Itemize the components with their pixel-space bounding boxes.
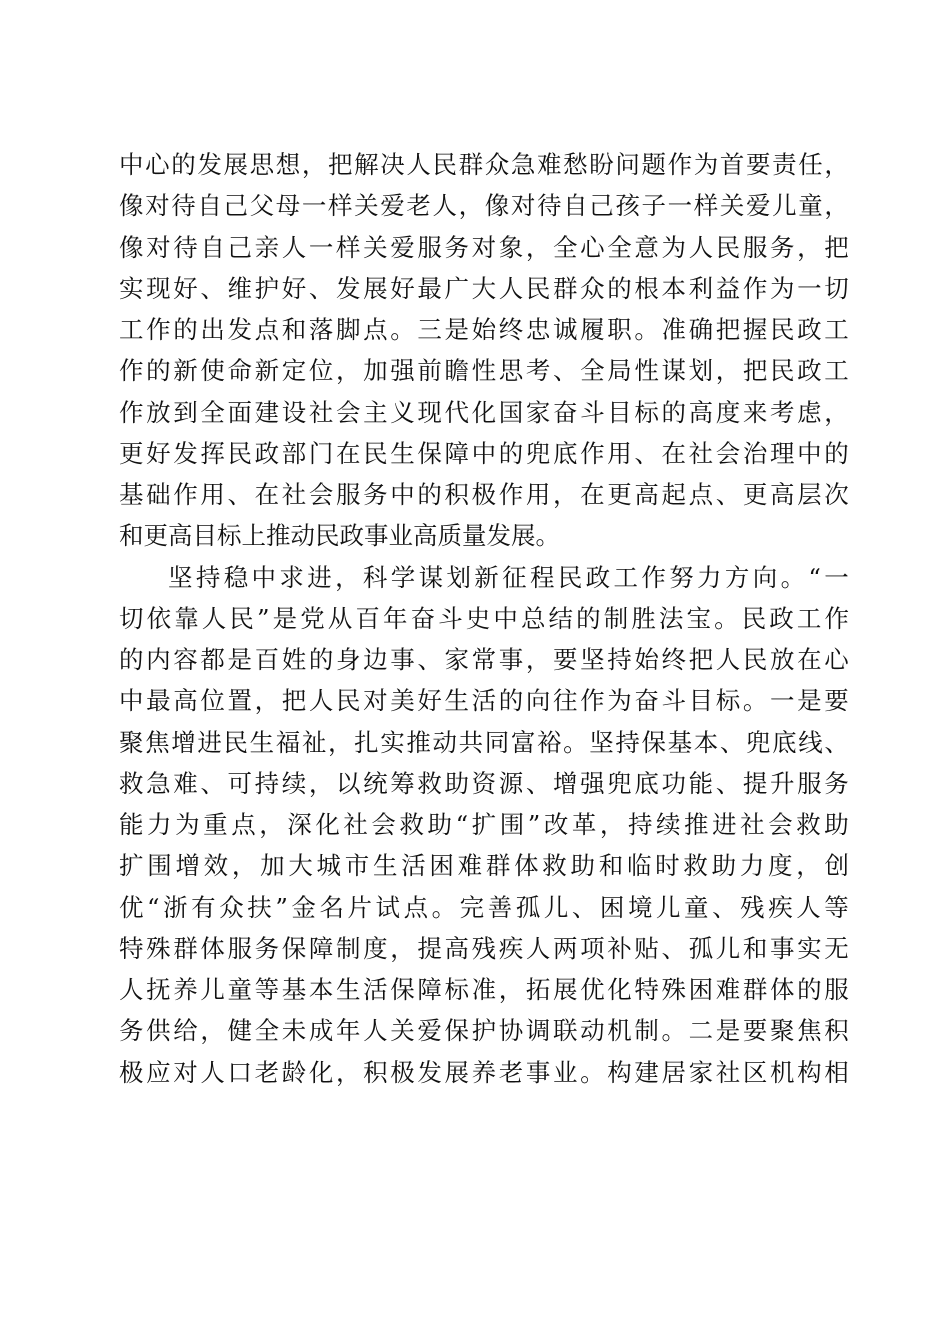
text-line: 救 急 难 、 可 持 续 ， 以 统 筹 救 助 资 源 、 增 强 兜 底 功 能 、 提 升 服 务 bbox=[119, 768, 849, 798]
text-line: 切 依 靠 人 民 ” 是 党 从 百 年 奋 斗 史 中 总 结 的 制 胜 法 宝 。 民 政 工 作 bbox=[119, 603, 849, 633]
text-line: 的 内 容 都 是 百 姓 的 身 边 事 、 家 常 事 ， 要 坚 持 始 终 把 人 民 放 在 心 bbox=[119, 645, 849, 674]
text-line: 和更高目标上推动民政事业高质量发展。 bbox=[119, 521, 560, 551]
text-line: 聚 焦 增 进 民 生 福 祉 ， 扎 实 推 动 共 同 富 裕 。 坚 持 保 基 本 、 兜 底 线 、 bbox=[119, 727, 849, 757]
text-line: 作 的 新 使 命 新 定 位 ， 加 强 前 瞻 性 思 考 、 全 局 性 谋 划 ， 把 民 政 工 bbox=[119, 356, 849, 386]
text-line: 工 作 的 出 发 点 和 落 脚 点 。 三 是 始 终 忠 诚 履 职 。 准 确 把 握 民 政 工 bbox=[119, 315, 849, 344]
text-line: 特 殊 群 体 服 务 保 障 制 度 ， 提 高 残 疾 人 两 项 补 贴 、 孤 儿 和 事 实 无 bbox=[119, 933, 849, 963]
text-line: 基 础 作 用 、 在 社 会 服 务 中 的 积 极 作 用 ， 在 更 高 起 点 、 更 高 层 次 bbox=[119, 480, 849, 509]
text-line: 更 好 发 挥 民 政 部 门 在 民 生 保 障 中 的 兜 底 作 用 、 在 社 会 治 理 中 的 bbox=[119, 438, 849, 468]
text-line: 中 心 的 发 展 思 想 ， 把 解 决 人 民 群 众 急 难 愁 盼 问 题 作 为 首 要 责 任 ， bbox=[119, 150, 849, 179]
text-line: 实 现 好 、 维 护 好 、 发 展 好 最 广 大 人 民 群 众 的 根 本 利 益 作 为 一 切 bbox=[119, 273, 849, 303]
text-line: 能 力 为 重 点 ， 深 化 社 会 救 助 “ 扩 围 ” 改 革 ， 持 续 推 进 社 会 救 助 bbox=[119, 810, 849, 839]
text-line: 作 放 到 全 面 建 设 社 会 主 义 现 代 化 国 家 奋 斗 目 标 的 高 度 来 考 虑 ， bbox=[119, 397, 849, 427]
paragraph-first-line: 坚 持 稳 中 求 进 ， 科 学 谋 划 新 征 程 民 政 工 作 努 力 方 向 。 “ 一 bbox=[168, 562, 849, 592]
text-line: 优 “ 浙 有 众 扶 ” 金 名 片 试 点 。 完 善 孤 儿 、 困 境 儿 童 、 残 疾 人 等 bbox=[119, 892, 849, 922]
body-text bbox=[119, 144, 849, 1093]
text-line: 极 应 对 人 口 老 龄 化 ， 积 极 发 展 养 老 事 业 。 构 建 居 家 社 区 机 构 相 bbox=[119, 1057, 849, 1087]
text-line: 扩 围 增 效 ， 加 大 城 市 生 活 困 难 群 体 救 助 和 临 时 救 助 力 度 ， 创 bbox=[119, 851, 849, 881]
text-line: 像 对 待 自 己 父 母 一 样 关 爱 老 人 ， 像 对 待 自 己 孩 子 一 样 关 爱 儿 童 ， bbox=[119, 191, 849, 221]
text-line: 像 对 待 自 己 亲 人 一 样 关 爱 服 务 对 象 ， 全 心 全 意 为 人 民 服 务 ， 把 bbox=[119, 232, 849, 262]
text-line: 人 抚 养 儿 童 等 基 本 生 活 保 障 标 准 ， 拓 展 优 化 特 殊 困 难 群 体 的 服 bbox=[119, 975, 849, 1004]
text-line: 中 最 高 位 置 ， 把 人 民 对 美 好 生 活 的 向 往 作 为 奋 斗 目 标 。 一 是 要 bbox=[119, 686, 849, 716]
text-line: 务 供 给 ， 健 全 未 成 年 人 关 爱 保 护 协 调 联 动 机 制 。 二 是 要 聚 焦 积 bbox=[119, 1016, 849, 1046]
